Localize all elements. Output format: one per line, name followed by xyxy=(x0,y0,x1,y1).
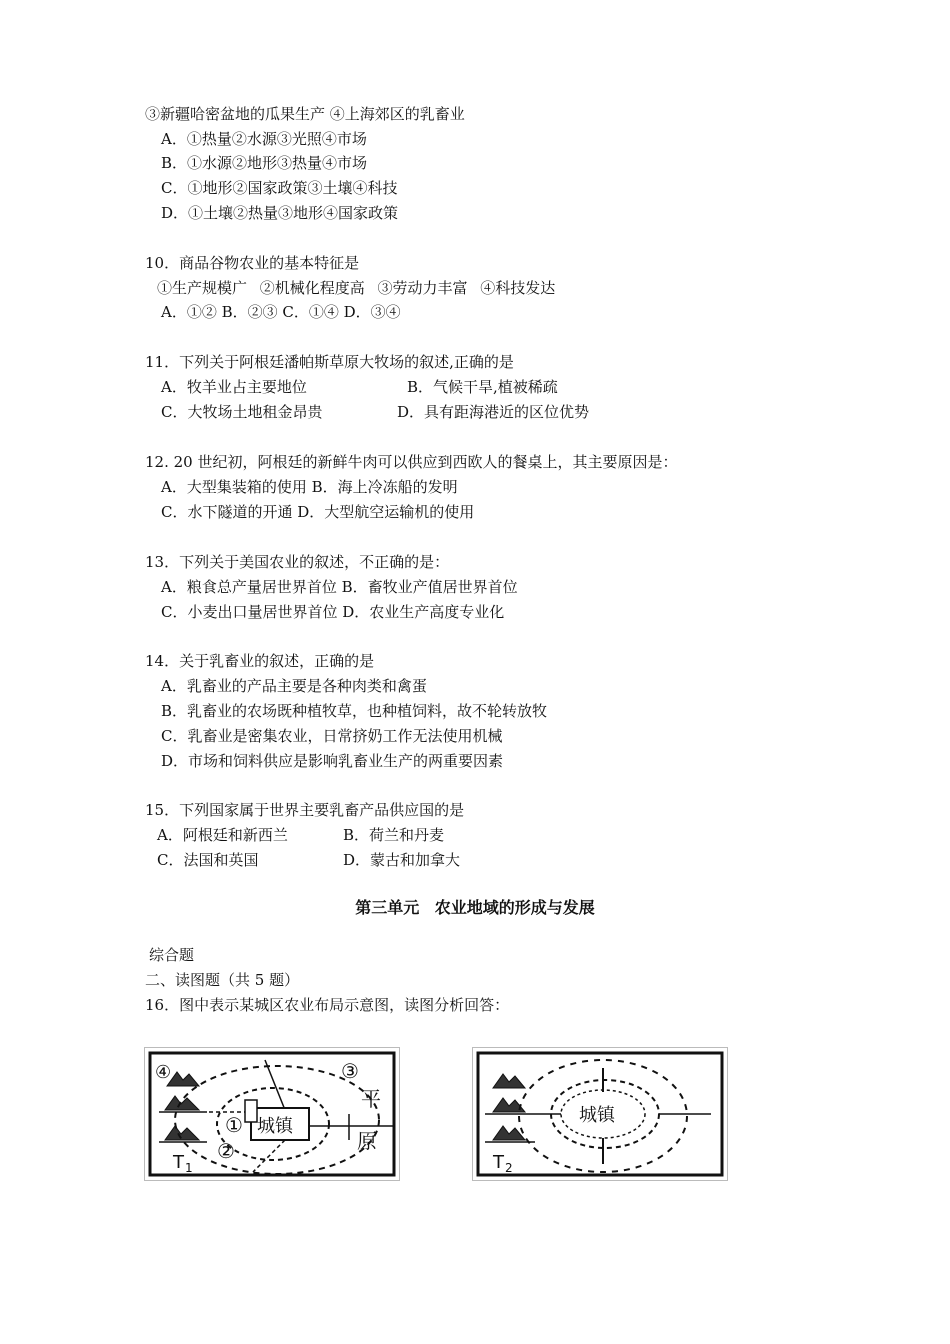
q12-options-ab: A．大型集装箱的使用 B．海上冷冻船的发明 xyxy=(161,478,458,496)
q15-option-a: A．阿根廷和新西兰 xyxy=(157,826,288,844)
q11-stem: 11．下列关于阿根廷潘帕斯草原大牧场的叙述,正确的是 xyxy=(145,353,514,371)
figure-t2-map xyxy=(473,1048,727,1180)
q13-stem: 13．下列关于美国农业的叙述，不正确的是： xyxy=(145,553,450,571)
ring-label-2: ② xyxy=(217,1139,235,1163)
plain-label-2: 原 xyxy=(357,1129,377,1153)
q15-option-b: B．荷兰和丹麦 xyxy=(343,826,445,844)
unit-heading: 第三单元 农业地域的形成与发展 xyxy=(355,898,595,917)
q15-option-d: D．蒙古和加拿大 xyxy=(343,851,461,869)
q15-option-c: C．法国和英国 xyxy=(157,851,259,869)
town-label: 城镇 xyxy=(257,1116,293,1137)
q11-option-a: A．牧羊业占主要地位 xyxy=(161,378,307,396)
q16-stem: 16．图中表示某城区农业布局示意图，读图分析回答： xyxy=(145,996,510,1014)
q11-option-b: B．气候干旱,植被稀疏 xyxy=(407,378,558,396)
section-label: 综合题 xyxy=(149,946,195,964)
figure-label-sub: 2 xyxy=(505,1161,513,1175)
ring-label-3: ③ xyxy=(341,1059,359,1083)
q9-option-c: C．①地形②国家政策③土壤④科技 xyxy=(161,179,398,197)
figure-label-t: T xyxy=(493,1152,504,1173)
q12-stem: 12. 20 世纪初，阿根廷的新鲜牛肉可以供应到西欧人的餐桌上，其主要原因是： xyxy=(145,453,678,471)
ring-label-1: ① xyxy=(225,1113,243,1137)
q13-options-ab: A．粮食总产量居世界首位 B．畜牧业产值居世界首位 xyxy=(161,578,518,596)
plain-label-1: 平 xyxy=(361,1087,381,1111)
q10-options: A．①② B．②③ C．①④ D．③④ xyxy=(161,303,401,321)
q9-option-d: D．①土壤②热量③地形④国家政策 xyxy=(161,204,399,222)
q11-option-d: D．具有距海港近的区位优势 xyxy=(397,403,590,421)
q13-options-cd: C．小麦出口量居世界首位 D．农业生产高度专业化 xyxy=(161,603,505,621)
part-label: 二、读图题（共 5 题） xyxy=(145,971,300,989)
q9-option-line: ③新疆哈密盆地的瓜果生产 ④上海郊区的乳畜业 xyxy=(145,105,465,123)
ring-label-4: ④ xyxy=(155,1062,172,1083)
q11-option-c: C．大牧场土地租金昂贵 xyxy=(161,403,323,421)
q9-option-a: A．①热量②水源③光照④市场 xyxy=(161,130,367,148)
figure-label-t: T xyxy=(173,1152,184,1173)
figure-t1 xyxy=(144,1047,400,1181)
q12-options-cd: C．水下隧道的开通 D．大型航空运输机的使用 xyxy=(161,503,475,521)
town-label: 城镇 xyxy=(579,1105,615,1126)
q14-stem: 14．关于乳畜业的叙述，正确的是 xyxy=(145,652,375,670)
q9-option-b: B．①水源②地形③热量④市场 xyxy=(161,154,368,172)
q14-option-b: B．乳畜业的农场既种植牧草，也种植饲料，故不轮转放牧 xyxy=(161,702,548,720)
q14-option-d: D．市场和饲料供应是影响乳畜业生产的两重要因素 xyxy=(161,752,504,770)
figure-t1-map xyxy=(145,1048,399,1180)
q15-stem: 15．下列国家属于世界主要乳畜产品供应国的是 xyxy=(145,801,465,819)
figure-t2 xyxy=(472,1047,728,1181)
q10-items: ①生产规模广 ②机械化程度高 ③劳动力丰富 ④科技发达 xyxy=(157,279,556,297)
q14-option-c: C．乳畜业是密集农业，日常挤奶工作无法使用机械 xyxy=(161,727,503,745)
figure-label-sub: 1 xyxy=(185,1161,193,1175)
q10-stem: 10．商品谷物农业的基本特征是 xyxy=(145,254,360,272)
q14-option-a: A．乳畜业的产品主要是各种肉类和禽蛋 xyxy=(161,677,427,695)
